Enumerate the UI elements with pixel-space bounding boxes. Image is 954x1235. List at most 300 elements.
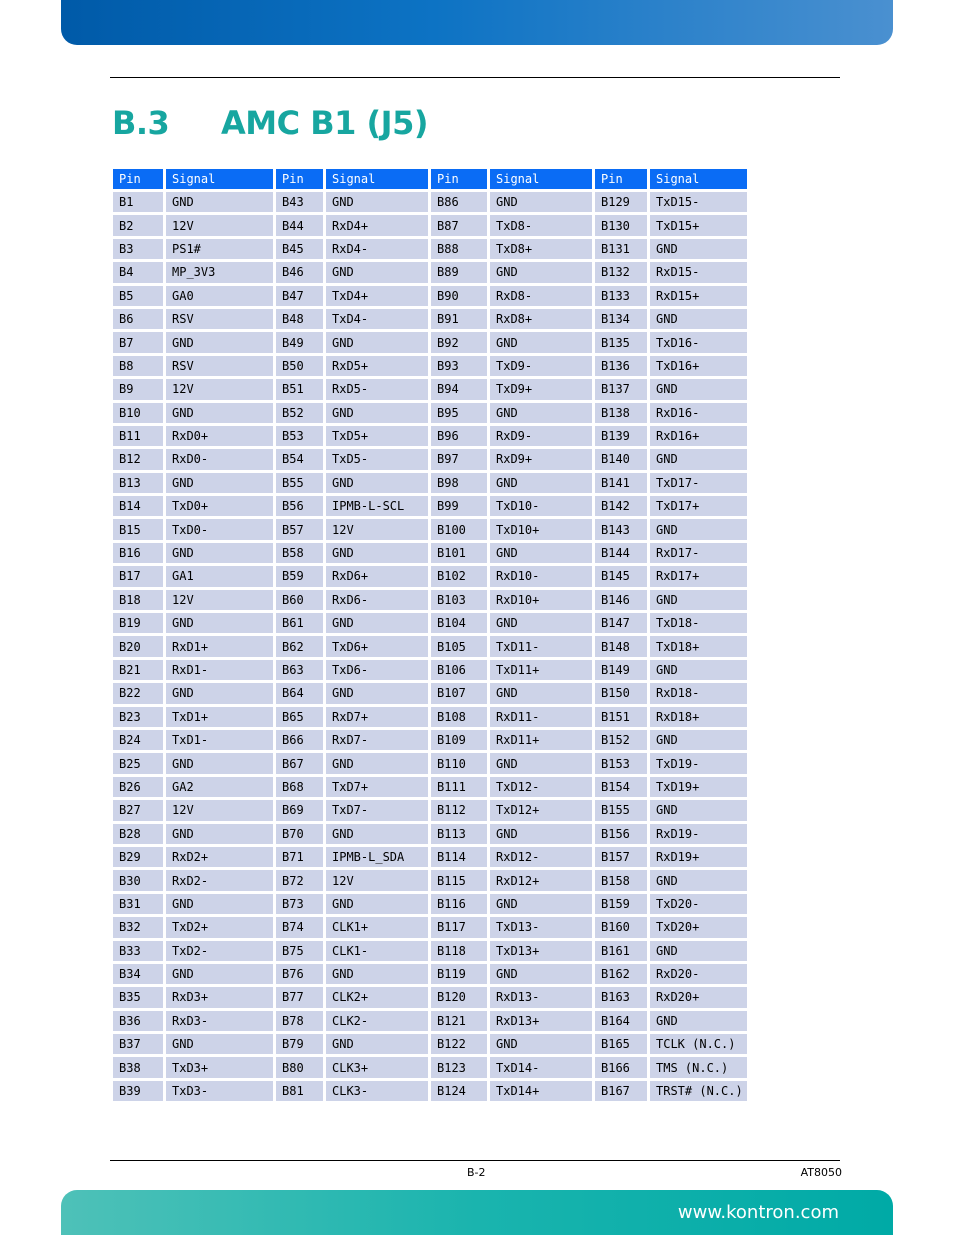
column-header-signal: Signal xyxy=(650,169,747,189)
pin-cell: B140 xyxy=(595,449,647,469)
signal-cell: GND xyxy=(490,473,592,493)
signal-cell: TxD4- xyxy=(326,309,428,329)
pin-cell: B53 xyxy=(276,426,323,446)
pin-cell: B12 xyxy=(113,449,163,469)
pin-cell: B123 xyxy=(431,1057,487,1077)
signal-cell: RxD16+ xyxy=(650,426,747,446)
pin-cell: B8 xyxy=(113,356,163,376)
signal-cell: GND xyxy=(650,309,747,329)
pin-cell: B153 xyxy=(595,753,647,773)
signal-cell: TxD13- xyxy=(490,917,592,937)
table-row xyxy=(113,707,747,727)
signal-cell: GND xyxy=(490,192,592,212)
column-header-pin: Pin xyxy=(431,169,487,189)
table-row xyxy=(113,941,747,961)
table-row xyxy=(113,379,747,399)
signal-cell: GND xyxy=(490,683,592,703)
table-row xyxy=(113,683,747,703)
signal-cell: TxD13+ xyxy=(490,941,592,961)
pin-cell: B71 xyxy=(276,847,323,867)
pin-cell: B109 xyxy=(431,730,487,750)
signal-cell: RxD5+ xyxy=(326,356,428,376)
signal-cell: GND xyxy=(326,403,428,423)
signal-cell: TxD16+ xyxy=(650,356,747,376)
pin-cell: B122 xyxy=(431,1034,487,1054)
signal-cell: GA1 xyxy=(166,566,273,586)
pin-cell: B155 xyxy=(595,800,647,820)
signal-cell: RxD18- xyxy=(650,683,747,703)
column-header-pin: Pin xyxy=(595,169,647,189)
pin-cell: B70 xyxy=(276,824,323,844)
signal-cell: RxD7+ xyxy=(326,707,428,727)
signal-cell: 12V xyxy=(326,519,428,539)
signal-cell: TxD10+ xyxy=(490,519,592,539)
signal-cell: TxD14- xyxy=(490,1057,592,1077)
table-row xyxy=(113,964,747,984)
pin-cell: B15 xyxy=(113,519,163,539)
pin-cell: B119 xyxy=(431,964,487,984)
pin-cell: B87 xyxy=(431,215,487,235)
pin-cell: B81 xyxy=(276,1081,323,1101)
pin-cell: B106 xyxy=(431,660,487,680)
table-row xyxy=(113,613,747,633)
signal-cell: GA0 xyxy=(166,286,273,306)
signal-cell: TxD11+ xyxy=(490,660,592,680)
pin-cell: B93 xyxy=(431,356,487,376)
pin-cell: B112 xyxy=(431,800,487,820)
signal-cell: TxD5- xyxy=(326,449,428,469)
table-row xyxy=(113,1081,747,1101)
signal-cell: GND xyxy=(166,964,273,984)
pin-cell: B65 xyxy=(276,707,323,727)
pin-cell: B69 xyxy=(276,800,323,820)
pin-cell: B19 xyxy=(113,613,163,633)
signal-cell: GND xyxy=(166,543,273,563)
pin-cell: B75 xyxy=(276,941,323,961)
pin-cell: B145 xyxy=(595,566,647,586)
pin-cell: B31 xyxy=(113,894,163,914)
signal-cell: GND xyxy=(326,262,428,282)
pin-cell: B32 xyxy=(113,917,163,937)
pin-cell: B24 xyxy=(113,730,163,750)
signal-cell: TCLK (N.C.) xyxy=(650,1034,747,1054)
signal-cell: TxD15+ xyxy=(650,215,747,235)
signal-cell: PS1# xyxy=(166,239,273,259)
pin-cell: B10 xyxy=(113,403,163,423)
signal-cell: GND xyxy=(490,824,592,844)
pin-cell: B74 xyxy=(276,917,323,937)
table-row xyxy=(113,753,747,773)
column-header-signal: Signal xyxy=(490,169,592,189)
signal-cell: TxD20+ xyxy=(650,917,747,937)
pin-cell: B134 xyxy=(595,309,647,329)
signal-cell: 12V xyxy=(326,870,428,890)
signal-cell: RxD3- xyxy=(166,1011,273,1031)
header-rule xyxy=(110,77,840,78)
pin-cell: B26 xyxy=(113,777,163,797)
pin-cell: B4 xyxy=(113,262,163,282)
pin-cell: B60 xyxy=(276,590,323,610)
pin-cell: B163 xyxy=(595,987,647,1007)
pin-cell: B64 xyxy=(276,683,323,703)
signal-cell: GND xyxy=(650,519,747,539)
signal-cell: TxD0+ xyxy=(166,496,273,516)
pin-cell: B121 xyxy=(431,1011,487,1031)
pin-cell: B13 xyxy=(113,473,163,493)
section-number: B.3 xyxy=(112,104,170,142)
pin-cell: B159 xyxy=(595,894,647,914)
pin-cell: B5 xyxy=(113,286,163,306)
signal-cell: RxD16- xyxy=(650,403,747,423)
pin-cell: B96 xyxy=(431,426,487,446)
signal-cell: GND xyxy=(166,683,273,703)
pin-cell: B50 xyxy=(276,356,323,376)
pin-cell: B23 xyxy=(113,707,163,727)
pin-cell: B160 xyxy=(595,917,647,937)
pin-cell: B136 xyxy=(595,356,647,376)
signal-cell: TxD0- xyxy=(166,519,273,539)
pin-cell: B3 xyxy=(113,239,163,259)
signal-cell: RxD15+ xyxy=(650,286,747,306)
signal-cell: TxD2+ xyxy=(166,917,273,937)
signal-cell: GND xyxy=(166,824,273,844)
signal-cell: GND xyxy=(490,332,592,352)
signal-cell: TxD10- xyxy=(490,496,592,516)
pin-cell: B25 xyxy=(113,753,163,773)
pin-cell: B45 xyxy=(276,239,323,259)
pin-cell: B99 xyxy=(431,496,487,516)
signal-cell: TxD17- xyxy=(650,473,747,493)
pin-cell: B104 xyxy=(431,613,487,633)
signal-cell: RxD6+ xyxy=(326,566,428,586)
signal-cell: 12V xyxy=(166,379,273,399)
pin-cell: B35 xyxy=(113,987,163,1007)
pin-cell: B72 xyxy=(276,870,323,890)
pin-cell: B68 xyxy=(276,777,323,797)
signal-cell: GND xyxy=(650,239,747,259)
signal-cell: GND xyxy=(490,543,592,563)
pin-cell: B80 xyxy=(276,1057,323,1077)
pin-cell: B27 xyxy=(113,800,163,820)
table-row xyxy=(113,449,747,469)
signal-cell: RxD13+ xyxy=(490,1011,592,1031)
signal-cell: GND xyxy=(326,473,428,493)
pin-cell: B76 xyxy=(276,964,323,984)
column-header-pin: Pin xyxy=(276,169,323,189)
pin-cell: B146 xyxy=(595,590,647,610)
table-row xyxy=(113,590,747,610)
signal-cell: GND xyxy=(326,613,428,633)
pin-cell: B150 xyxy=(595,683,647,703)
table-row xyxy=(113,426,747,446)
signal-cell: GND xyxy=(490,964,592,984)
signal-cell: TxD8+ xyxy=(490,239,592,259)
pin-cell: B149 xyxy=(595,660,647,680)
signal-cell: GND xyxy=(650,1011,747,1031)
pin-cell: B120 xyxy=(431,987,487,1007)
signal-cell: TxD17+ xyxy=(650,496,747,516)
table-row xyxy=(113,1057,747,1077)
pin-cell: B95 xyxy=(431,403,487,423)
signal-cell: GND xyxy=(166,613,273,633)
pin-cell: B100 xyxy=(431,519,487,539)
pin-cell: B133 xyxy=(595,286,647,306)
pin-cell: B90 xyxy=(431,286,487,306)
table-row xyxy=(113,286,747,306)
signal-cell: TMS (N.C.) xyxy=(650,1057,747,1077)
pin-cell: B55 xyxy=(276,473,323,493)
pin-cell: B129 xyxy=(595,192,647,212)
table-row xyxy=(113,519,747,539)
pin-cell: B22 xyxy=(113,683,163,703)
signal-cell: RSV xyxy=(166,356,273,376)
signal-cell: TxD3- xyxy=(166,1081,273,1101)
signal-cell: GND xyxy=(490,613,592,633)
pin-cell: B166 xyxy=(595,1057,647,1077)
pin-cell: B130 xyxy=(595,215,647,235)
pin-cell: B14 xyxy=(113,496,163,516)
pin-cell: B56 xyxy=(276,496,323,516)
website-link[interactable]: www.kontron.com xyxy=(677,1202,839,1223)
signal-cell: TxD4+ xyxy=(326,286,428,306)
signal-cell: GND xyxy=(326,753,428,773)
pin-cell: B67 xyxy=(276,753,323,773)
pin-cell: B62 xyxy=(276,636,323,656)
signal-cell: TxD5+ xyxy=(326,426,428,446)
pin-assignment-table xyxy=(110,166,750,1104)
signal-cell: GND xyxy=(490,262,592,282)
pin-cell: B91 xyxy=(431,309,487,329)
pin-cell: B9 xyxy=(113,379,163,399)
pin-cell: B141 xyxy=(595,473,647,493)
pin-cell: B86 xyxy=(431,192,487,212)
pin-cell: B44 xyxy=(276,215,323,235)
signal-cell: RxD9+ xyxy=(490,449,592,469)
signal-cell: GND xyxy=(326,894,428,914)
pin-cell: B57 xyxy=(276,519,323,539)
signal-cell: RxD2+ xyxy=(166,847,273,867)
pin-cell: B21 xyxy=(113,660,163,680)
signal-cell: TxD6+ xyxy=(326,636,428,656)
pin-cell: B30 xyxy=(113,870,163,890)
signal-cell: GND xyxy=(490,403,592,423)
pin-cell: B117 xyxy=(431,917,487,937)
signal-cell: GND xyxy=(166,1034,273,1054)
pin-cell: B115 xyxy=(431,870,487,890)
pin-cell: B92 xyxy=(431,332,487,352)
pin-cell: B89 xyxy=(431,262,487,282)
pin-cell: B147 xyxy=(595,613,647,633)
signal-cell: RxD3+ xyxy=(166,987,273,1007)
pin-cell: B110 xyxy=(431,753,487,773)
signal-cell: GND xyxy=(326,1034,428,1054)
table-row xyxy=(113,894,747,914)
signal-cell: GND xyxy=(650,449,747,469)
pin-cell: B11 xyxy=(113,426,163,446)
pin-cell: B116 xyxy=(431,894,487,914)
pin-cell: B77 xyxy=(276,987,323,1007)
signal-cell: RxD11+ xyxy=(490,730,592,750)
table-header-row xyxy=(113,169,747,189)
pin-cell: B1 xyxy=(113,192,163,212)
pin-cell: B97 xyxy=(431,449,487,469)
table-row xyxy=(113,332,747,352)
pin-cell: B165 xyxy=(595,1034,647,1054)
pin-cell: B114 xyxy=(431,847,487,867)
signal-cell: TxD12+ xyxy=(490,800,592,820)
signal-cell: GND xyxy=(326,964,428,984)
signal-cell: TxD1+ xyxy=(166,707,273,727)
signal-cell: TxD7- xyxy=(326,800,428,820)
pin-cell: B137 xyxy=(595,379,647,399)
footer-rule xyxy=(110,1160,840,1161)
pin-cell: B43 xyxy=(276,192,323,212)
signal-cell: MP_3V3 xyxy=(166,262,273,282)
signal-cell: RxD0+ xyxy=(166,426,273,446)
signal-cell: GND xyxy=(650,870,747,890)
pin-cell: B124 xyxy=(431,1081,487,1101)
pin-cell: B156 xyxy=(595,824,647,844)
signal-cell: RxD11- xyxy=(490,707,592,727)
pin-cell: B138 xyxy=(595,403,647,423)
signal-cell: TxD18+ xyxy=(650,636,747,656)
pin-cell: B148 xyxy=(595,636,647,656)
table-row xyxy=(113,636,747,656)
signal-cell: RxD6- xyxy=(326,590,428,610)
signal-cell: TxD20- xyxy=(650,894,747,914)
signal-cell: RxD17+ xyxy=(650,566,747,586)
signal-cell: GND xyxy=(650,730,747,750)
pin-cell: B54 xyxy=(276,449,323,469)
section-title: AMC B1 (J5) xyxy=(221,104,428,142)
signal-cell: RxD17- xyxy=(650,543,747,563)
pin-cell: B132 xyxy=(595,262,647,282)
signal-cell: RxD2- xyxy=(166,870,273,890)
signal-cell: GND xyxy=(166,894,273,914)
signal-cell: RxD8- xyxy=(490,286,592,306)
pin-cell: B52 xyxy=(276,403,323,423)
table-row xyxy=(113,192,747,212)
pin-cell: B131 xyxy=(595,239,647,259)
signal-cell: CLK1- xyxy=(326,941,428,961)
signal-cell: TxD6- xyxy=(326,660,428,680)
pin-cell: B102 xyxy=(431,566,487,586)
pin-cell: B103 xyxy=(431,590,487,610)
signal-cell: TxD11- xyxy=(490,636,592,656)
pin-cell: B78 xyxy=(276,1011,323,1031)
pin-cell: B2 xyxy=(113,215,163,235)
signal-cell: GND xyxy=(490,894,592,914)
signal-cell: TxD9+ xyxy=(490,379,592,399)
pin-cell: B135 xyxy=(595,332,647,352)
table-row xyxy=(113,496,747,516)
table-row xyxy=(113,987,747,1007)
pin-cell: B142 xyxy=(595,496,647,516)
pin-cell: B167 xyxy=(595,1081,647,1101)
pin-cell: B61 xyxy=(276,613,323,633)
table-row xyxy=(113,473,747,493)
signal-cell: RxD0- xyxy=(166,449,273,469)
pin-cell: B161 xyxy=(595,941,647,961)
pin-cell: B101 xyxy=(431,543,487,563)
signal-cell: RSV xyxy=(166,309,273,329)
pin-cell: B37 xyxy=(113,1034,163,1054)
signal-cell: CLK1+ xyxy=(326,917,428,937)
pin-cell: B118 xyxy=(431,941,487,961)
signal-cell: TxD8- xyxy=(490,215,592,235)
pin-cell: B108 xyxy=(431,707,487,727)
signal-cell: GND xyxy=(166,753,273,773)
signal-cell: RxD19+ xyxy=(650,847,747,867)
pin-cell: B105 xyxy=(431,636,487,656)
pin-cell: B154 xyxy=(595,777,647,797)
table-row xyxy=(113,730,747,750)
pin-cell: B16 xyxy=(113,543,163,563)
signal-cell: TxD16- xyxy=(650,332,747,352)
signal-cell: GND xyxy=(490,1034,592,1054)
pin-cell: B113 xyxy=(431,824,487,844)
bottom-banner xyxy=(61,1190,893,1235)
column-header-pin: Pin xyxy=(113,169,163,189)
signal-cell: GND xyxy=(326,824,428,844)
signal-cell: TxD3+ xyxy=(166,1057,273,1077)
table-row xyxy=(113,777,747,797)
signal-cell: TxD15- xyxy=(650,192,747,212)
pin-cell: B162 xyxy=(595,964,647,984)
pin-cell: B88 xyxy=(431,239,487,259)
signal-cell: TxD19+ xyxy=(650,777,747,797)
signal-cell: RxD18+ xyxy=(650,707,747,727)
pin-cell: B51 xyxy=(276,379,323,399)
signal-cell: GND xyxy=(326,683,428,703)
pin-cell: B18 xyxy=(113,590,163,610)
pin-cell: B29 xyxy=(113,847,163,867)
pin-cell: B17 xyxy=(113,566,163,586)
pin-cell: B79 xyxy=(276,1034,323,1054)
signal-cell: RxD20- xyxy=(650,964,747,984)
table-row xyxy=(113,309,747,329)
pin-cell: B7 xyxy=(113,332,163,352)
page-number: B-2 xyxy=(467,1166,486,1179)
signal-cell: RxD7- xyxy=(326,730,428,750)
signal-cell: GND xyxy=(650,941,747,961)
document-id: AT8050 xyxy=(800,1166,842,1179)
signal-cell: RxD15- xyxy=(650,262,747,282)
signal-cell: RxD13- xyxy=(490,987,592,1007)
signal-cell: TxD12- xyxy=(490,777,592,797)
pin-cell: B59 xyxy=(276,566,323,586)
pin-cell: B58 xyxy=(276,543,323,563)
pin-cell: B158 xyxy=(595,870,647,890)
signal-cell: GND xyxy=(650,660,747,680)
pin-cell: B49 xyxy=(276,332,323,352)
signal-cell: GND xyxy=(650,379,747,399)
table-row xyxy=(113,262,747,282)
pin-cell: B164 xyxy=(595,1011,647,1031)
signal-cell: GND xyxy=(650,800,747,820)
table-row xyxy=(113,566,747,586)
pin-cell: B157 xyxy=(595,847,647,867)
pin-cell: B107 xyxy=(431,683,487,703)
pin-cell: B33 xyxy=(113,941,163,961)
pin-cell: B6 xyxy=(113,309,163,329)
signal-cell: CLK2- xyxy=(326,1011,428,1031)
signal-cell: IPMB-L_SDA xyxy=(326,847,428,867)
pin-cell: B20 xyxy=(113,636,163,656)
signal-cell: RxD20+ xyxy=(650,987,747,1007)
signal-cell: TxD18- xyxy=(650,613,747,633)
table-row xyxy=(113,800,747,820)
